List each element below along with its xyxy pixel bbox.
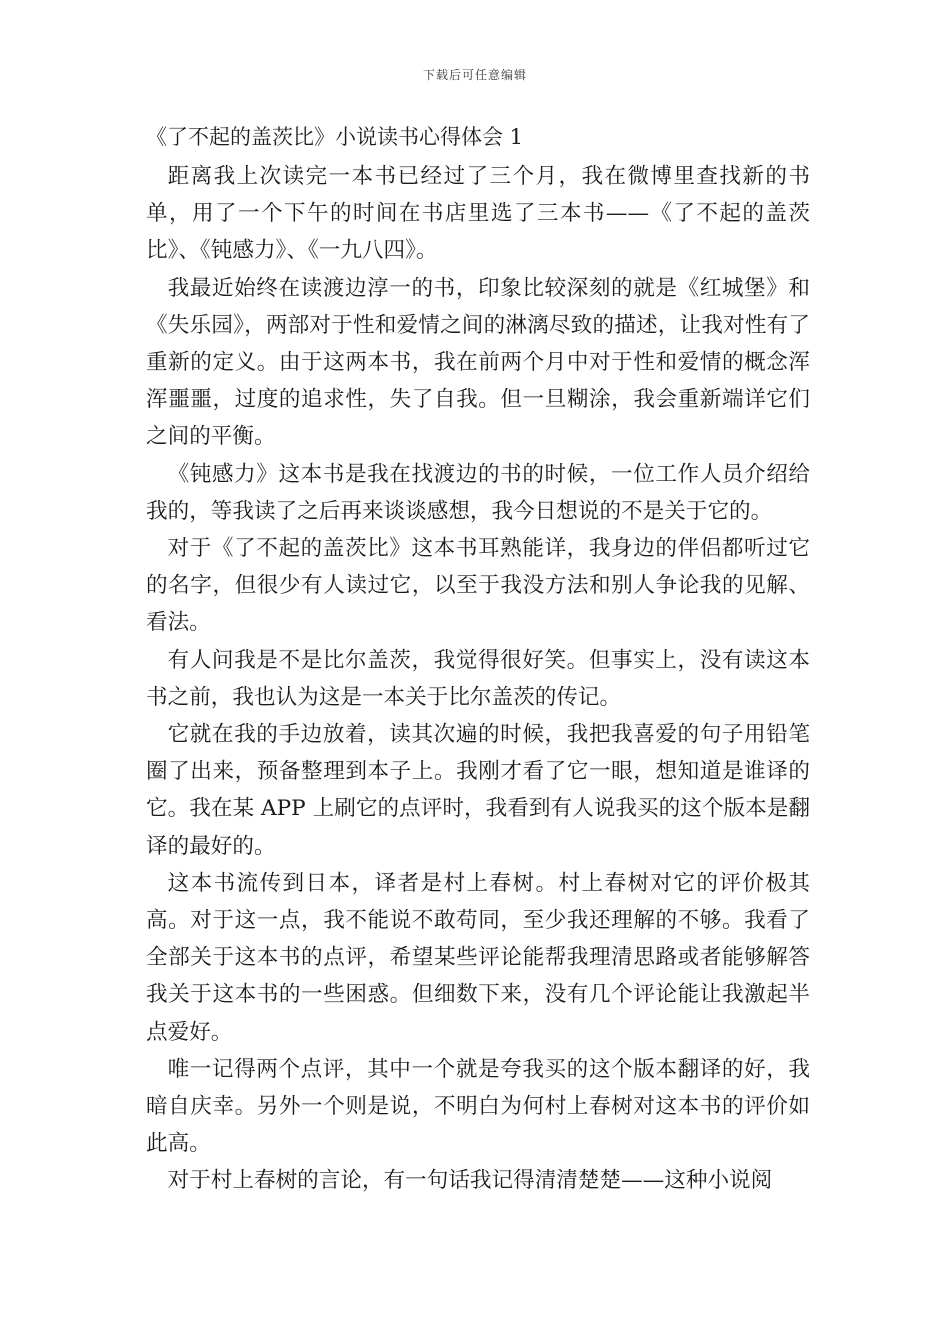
paragraph: 我最近始终在读渡边淳一的书，印象比较深刻的就是《红城堡》和《失乐园》，两部对于性和爱情之间的淋漓尽致的描述，让我对性有了重新的定义。由于这两本书，我在前两个月中对于性和爱情的概念浑浑噩噩，过度的追求性，失了自我。但一旦糊涂，我会重新端详它们之间的平衡。 bbox=[146, 275, 810, 450]
header-note: 下载后可任意编辑 bbox=[422, 68, 527, 82]
paragraph: 有人问我是不是比尔盖茨，我觉得很好笑。但事实上，没有读这本书之前，我也认为这是一本关于比尔盖茨的传记。 bbox=[146, 647, 810, 710]
paragraph: 唯一记得两个点评，其中一个就是夸我买的这个版本翻译的好，我暗自庆幸。另外一个则是说，不明白为何村上春树对这本书的评价如此高。 bbox=[146, 1056, 810, 1157]
paragraph: 对于《了不起的盖茨比》这本书耳熟能详，我身边的伴侣都听过它的名字，但很少有人读过它，以至于我没方法和别人争论我的见解、看法。 bbox=[146, 536, 810, 636]
paragraph: 《钝感力》这本书是我在找渡边的书的时候，一位工作人员介绍给我的，等我读了之后再来谈谈感想，我今日想说的不是关于它的。 bbox=[146, 461, 810, 524]
paragraph: 这本书流传到日本，译者是村上春树。村上春树对它的评价极其高。对于这一点，我不能说不敢苟同，至少我还理解的不够。我看了全部关于这本书的点评，希望某些评论能帮我理清思路或者能够解答我关于这本书的一些困惑。但细数下来，没有几个评论能让我激起半点爱好。 bbox=[146, 870, 810, 1045]
paragraph: 距离我上次读完一本书已经过了三个月，我在微博里查找新的书单，用了一个下午的时间在书店里选了三本书——《了不起的盖茨比》、《钝感力》、《一九八四》。 bbox=[146, 164, 810, 264]
paragraph: 对于村上春树的言论，有一句话我记得清清楚楚——这种小说阅 bbox=[167, 1168, 773, 1194]
paragraph: 它就在我的手边放着，读其次遍的时候，我把我喜爱的句子用铅笔圈了出来，预备整理到本子上。我刚才看了它一眼，想知道是谁译的它。我在某 APP 上刷它的点评时，我看到有人说我买的这个版本是翻译的最好的。 bbox=[146, 722, 810, 859]
document-body bbox=[146, 120, 810, 1200]
document-title: 《了不起的盖茨比》小说读书心得体会 1 bbox=[146, 125, 524, 149]
